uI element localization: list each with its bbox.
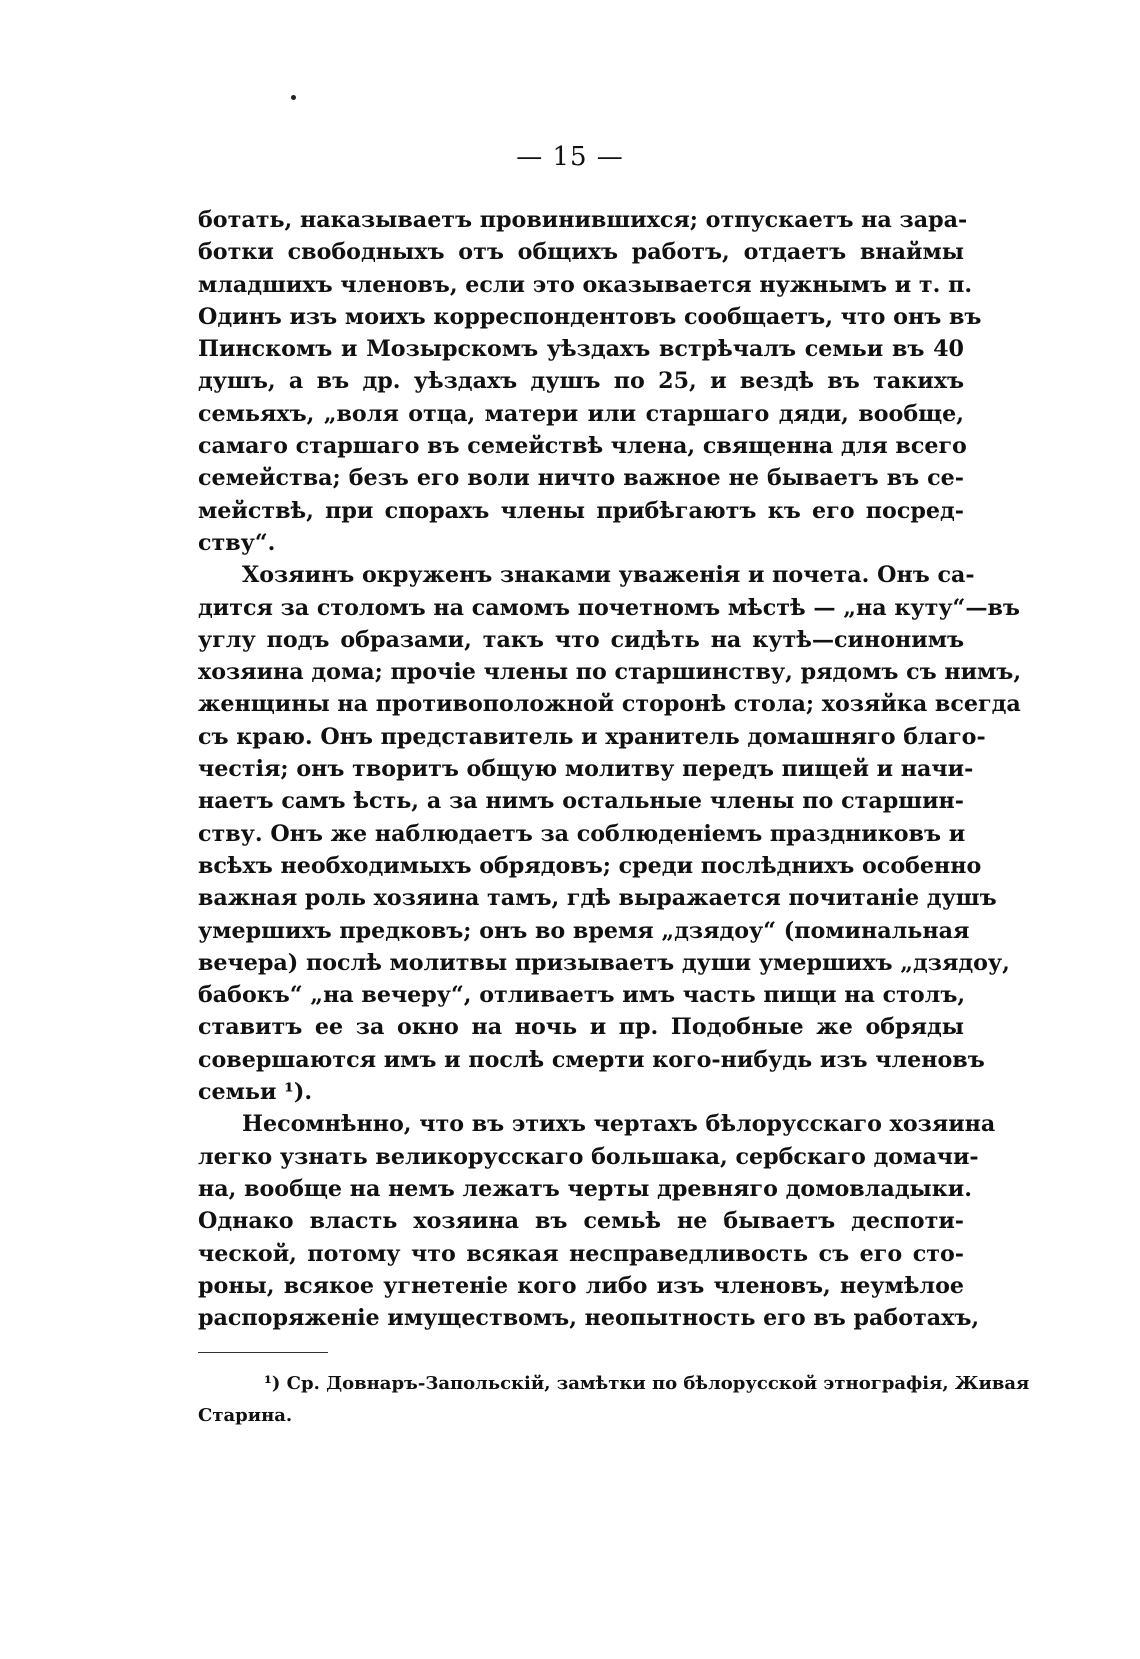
text-line: вечера) послѣ молитвы призываетъ души умершихъ „дзядоу, — [198, 949, 1010, 976]
text-line: женщины на противоположной сторонѣ стола; хозяйка всегда — [198, 691, 1021, 718]
footnote-line: ¹) Ср. Довнаръ-Запольскій, замѣтки по бѣлорусской этнографія, Живая — [264, 1373, 1030, 1394]
text-line: душъ, а въ др. уѣздахъ душъ по 25, и вездѣ въ такихъ — [198, 368, 964, 395]
text-line: мействѣ, при спорахъ члены прибѣгаютъ къ его посред- — [198, 497, 964, 524]
text-line: ставитъ ее за окно на ночь и пр. Подобные же обряды — [198, 1014, 964, 1041]
text-line: на, вообще на немъ лежатъ черты древняго домовладыки. — [198, 1175, 972, 1202]
text-line: умершихъ предковъ; онъ во время „дзядоу“ (поминальная — [198, 917, 970, 944]
text-line: ческой, потому что всякая несправедливость съ его сто- — [198, 1240, 964, 1267]
text-line: семейства; безъ его воли ничто важное не бываетъ въ се- — [198, 465, 964, 492]
text-line: важная роль хозяина тамъ, гдѣ выражается почитаніе душъ — [198, 885, 997, 912]
text-line: съ краю. Онъ представитель и хранитель домашняго благо- — [198, 723, 986, 750]
footnote-divider — [198, 1352, 328, 1353]
text-line: всѣхъ необходимыхъ обрядовъ; среди послѣднихъ особенно — [198, 852, 982, 879]
body-text — [198, 204, 1022, 1334]
paragraph-start-line: Несомнѣнно, что въ этихъ чертахъ бѣлорусскаго хозяина — [242, 1111, 996, 1138]
print-speck — [291, 95, 296, 100]
text-line: самаго старшаго въ семействѣ члена, священна для всего — [198, 433, 967, 460]
text-line: легко узнать великорусскаго большака, сербскаго домачи- — [198, 1143, 979, 1170]
footnote — [198, 1368, 1030, 1432]
text-line: бабокъ“ „на вечеру“, отливаетъ имъ часть пищи на столъ, — [198, 982, 966, 1009]
text-line: семьяхъ, „воля отца, матери или старшаго дяди, вообще, — [198, 400, 964, 427]
text-line: совершаются имъ и послѣ смерти кого-нибудь изъ членовъ — [198, 1046, 985, 1073]
text-line: Пинскомъ и Мозырскомъ уѣздахъ встрѣчалъ семьи въ 40 — [198, 336, 964, 363]
text-line: Однако власть хозяина въ семьѣ не бываетъ деспоти- — [198, 1208, 964, 1235]
text-line: углу подъ образами, такъ что сидѣть на кутѣ—синонимъ — [198, 626, 964, 653]
text-line: ботки свободныхъ отъ общихъ работъ, отдаетъ внаймы — [198, 239, 964, 266]
text-line: семьи ¹). — [198, 1079, 313, 1106]
text-line: распоряженіе имуществомъ, неопытность его въ работахъ, — [198, 1305, 980, 1332]
text-line: младшихъ членовъ, если это оказывается нужнымъ и т. п. — [198, 271, 973, 298]
text-line: роны, всякое угнетеніе кого либо изъ членовъ, неумѣлое — [198, 1272, 964, 1299]
paragraph-start-line: Хозяинъ окруженъ знаками уваженія и почета. Онъ са- — [242, 562, 975, 589]
footnote-line: Старина. — [198, 1405, 293, 1426]
text-line: честія; онъ творитъ общую молитву передъ пищей и начи- — [198, 756, 974, 783]
text-line: Одинъ изъ моихъ корреспондентовъ сообщаетъ, что онъ въ — [198, 303, 982, 330]
text-line: ству“. — [198, 529, 276, 556]
text-line: ботать, наказываетъ провинившихся; отпускаетъ на зара- — [198, 207, 968, 233]
text-line: наетъ самъ ѣсть, а за нимъ остальные члены по старшин- — [198, 788, 964, 815]
text-line: хозяина дома; прочіе члены по старшинству, рядомъ съ нимъ, — [198, 659, 1022, 686]
text-line: ству. Онъ же наблюдаетъ за соблюденіемъ праздниковъ и — [198, 820, 966, 847]
page-number: — 15 — — [516, 142, 624, 172]
text-line: дится за столомъ на самомъ почетномъ мѣстѣ — „на куту“—въ — [198, 594, 1020, 621]
